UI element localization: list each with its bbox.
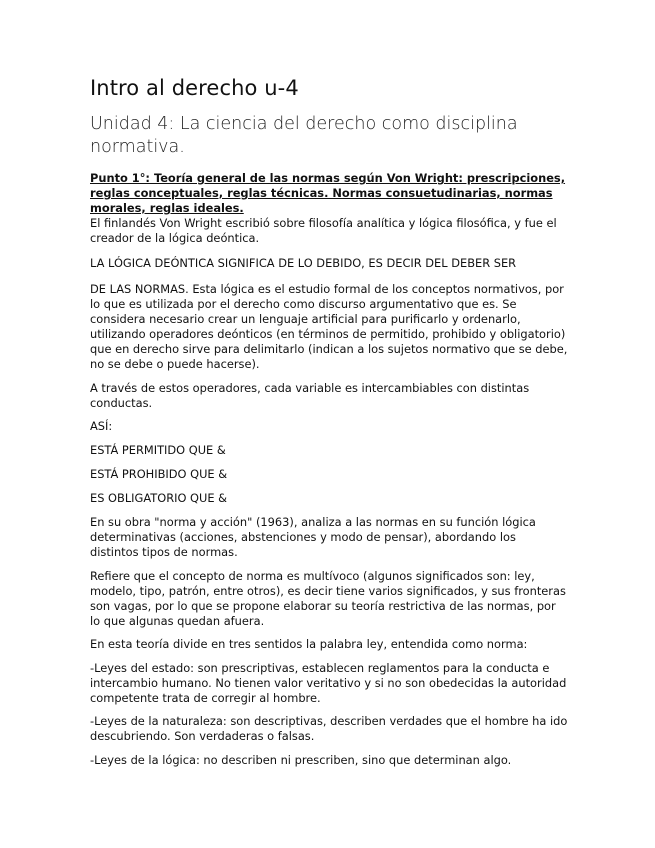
paragraph-deontic-definition: LA LÓGICA DEÓNTICA SIGNIFICA DE LO DEBIDO, ES DECIR DEL DEBER SER (90, 256, 517, 270)
paragraph-leyes-naturaleza: -Leyes de la naturaleza: son descriptivas, describen verdades que el hombre ha ido descubriendo. Son verdaderas o falsas. (90, 714, 568, 743)
paragraph-permitido: ESTÁ PERMITIDO QUE & (90, 443, 226, 457)
paragraph-deontic-explanation: DE LAS NORMAS. Esta lógica es el estudio formal de los conceptos normativos, por lo que es utilizada por el derecho como discurso argumentativo que es. Se considera necesario crear un lenguaje artificial para purificarlo y ordenarlo, utilizando operadores deónticos (en términos de permitido, prohibido y obligatorio) que en derecho sirve para delimitarlo (indican a los sujetos normativo que se debe, no se debe o puede hacerse). (90, 282, 568, 371)
document-title: Intro al derecho u-4 (90, 76, 299, 100)
document-subtitle: Unidad 4: La ciencia del derecho como disciplina normativa. (90, 114, 518, 157)
section-heading: Punto 1°: Teoría general de las normas según Von Wright: prescripciones, reglas conceptuales, reglas técnicas. Normas consuetudinarias, normas morales, reglas ideales. (90, 171, 566, 215)
paragraph-leyes-estado: -Leyes del estado: son prescriptivas, establecen reglamentos para la conducta e intercambio humano. No tienen valor veritativo y si no son obedecidas la autoridad competente trata de corregir al hombre. (90, 660, 567, 705)
document-page (90, 74, 568, 776)
paragraph-tres-sentidos: En esta teoría divide en tres sentidos la palabra ley, entendida como norma: (90, 637, 528, 651)
paragraph-norma-y-accion: En su obra "norma y acción" (1963), analiza a las normas en su función lógica determinativas (acciones, abstenciones y modo de pensar), abordando los distintos tipos de normas. (90, 515, 536, 559)
paragraph-prohibido: ESTÁ PROHIBIDO QUE & (90, 467, 228, 481)
paragraph-leyes-logica: -Leyes de la lógica: no describen ni prescriben, sino que determinan algo. (90, 752, 512, 767)
paragraph-obligatorio: ES OBLIGATORIO QUE & (90, 491, 228, 505)
paragraph-multivoco: Refiere que el concepto de norma es multívoco (algunos significados son: ley, modelo, tipo, patrón, entre otros), es decir tiene varios significados, y sus fronteras son vagas, por lo que se propone elaborar su teoría restrictiva de las normas, por lo que algunas quedan afuera. (90, 568, 566, 628)
paragraph-asi: ASÍ: (90, 419, 113, 433)
paragraph-intro: El finlandés Von Wright escribió sobre filosofía analítica y lógica filosófica, y fue el creador de la lógica deóntica. (90, 216, 557, 245)
paragraph-operators: A través de estos operadores, cada variable es intercambiables con distintas conductas. (90, 380, 530, 410)
